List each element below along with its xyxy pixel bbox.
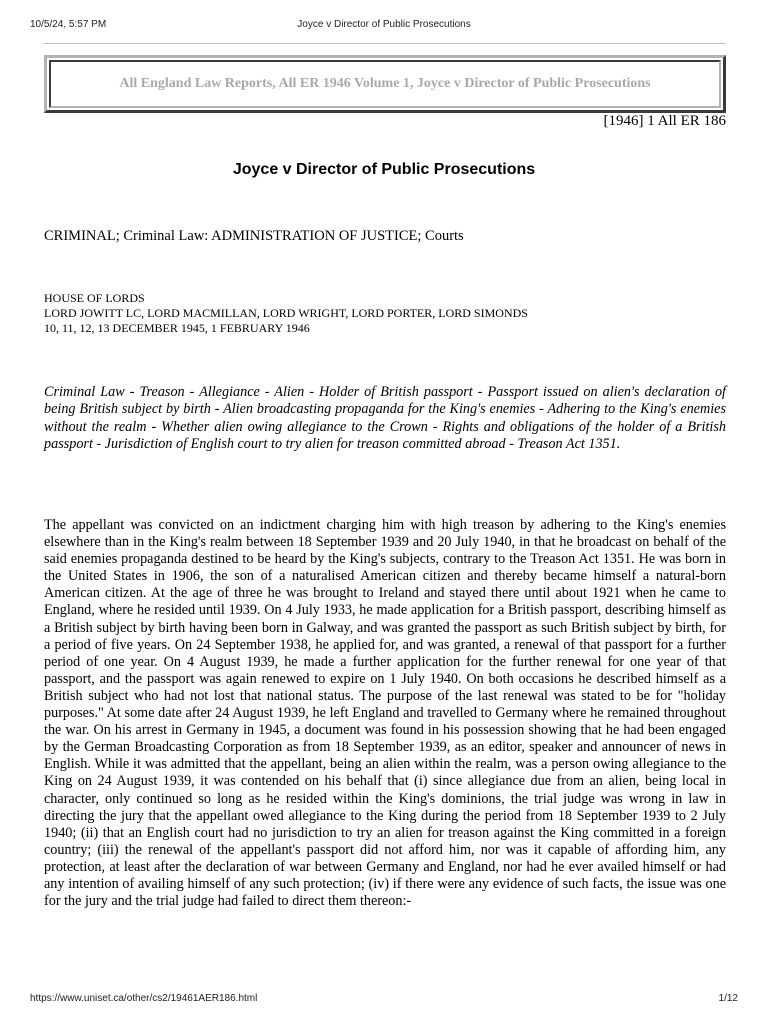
print-footer xyxy=(30,993,738,1007)
case-title: Joyce v Director of Public Prosecutions xyxy=(232,161,536,178)
source-url: https://www.uniset.ca/other/cs2/19461AER186.html xyxy=(30,993,258,1004)
court-name: HOUSE OF LORDS xyxy=(44,291,145,305)
subject-categories: CRIMINAL; Criminal Law: ADMINISTRATION OF JUSTICE; Courts xyxy=(44,228,464,244)
print-header xyxy=(30,19,738,33)
page-number: 1/12 xyxy=(718,993,738,1004)
court-info xyxy=(44,291,528,336)
print-datetime: 10/5/24, 5:57 PM xyxy=(30,19,107,30)
judges-list: LORD JOWITT LC, LORD MACMILLAN, LORD WRIGHT, LORD PORTER, LORD SIMONDS xyxy=(44,306,528,320)
headnote: Criminal Law - Treason - Allegiance - Alien - Holder of British passport - Passport issued on alien's declaration of being British subject by birth - Alien broadcasting propaganda for the King's enemies - Adhering to the King's enemies without the realm - Whether alien owing allegiance to the Crown - Rights and obligations of the holder of a British passport - Jurisdiction of English court to try alien for treason committed abroad - Treason Act 1351. xyxy=(44,384,726,453)
case-summary: The appellant was convicted on an indictment charging him with high treason by adhering to the King's enemies elsewhere than in the King's realm between 18 September 1939 and 20 July 1940, in that he broadcast on behalf of the said enemies propaganda destined to be heard by the King's subjects, contrary to the Treason Act 1351. He was born in the United States in 1906, the son of a naturalised American citizen and thereby became himself a natural-born American citizen. At the age of three he was brought to Ireland and stayed there until about 1921 when he came to England, where he resided until 1939. On 4 July 1933, he made application for a British passport, describing himself as a British subject by birth having been born in Galway, and was granted the passport as such British subject by birth, for a period of five years. On 24 September 1938, he applied for, and was granted, a renewal of that passport for a further period of one year. On 4 August 1939, he made a further application for the further renewal for one year of that passport, and the passport was again renewed to expire on 1 July 1940. On both occasions he described himself as a British subject who had not lost that national status. The purpose of the last renewal was stated to be for "holiday purposes." At some date after 24 August 1939, he left England and travelled to Germany where he remained throughout the war. On his arrest in Germany in 1945, a document was found in his possession showing that he had been engaged by the German Broadcasting Corporation as from 18 September 1939, as an editor, speaker and announcer of news in English. While it was admitted that the appellant, being an alien within the realm, was a person owing allegiance to the King on 24 August 1939, it was contended on his behalf that (i) since allegiance due from an alien, being local in character, only continued so long as he resided within the King's dominions, the trial judge was wrong in law in directing the jury that the appellant owed allegiance to the King during the period from 18 September 1939 to 2 July 1940; (ii) that an English court had no jurisdiction to try an alien for treason against the King committed in a foreign country; (iii) the renewal of the appellant's passport did not afford him, nor was it capable of affording him, any protection, at least after the declaration of war between Germany and England, nor had he ever availed himself or had any intention of availing himself of any such protection; (iv) if there were any evidence of such facts, the issue was one for the jury and the trial judge had failed to direct them thereon:- xyxy=(44,517,726,910)
report-banner xyxy=(44,55,726,113)
case-citation: [1946] 1 All ER 186 xyxy=(603,113,726,129)
report-banner-text: All England Law Reports, All ER 1946 Volume 1, Joyce v Director of Public Prosecutions xyxy=(49,60,721,108)
print-page-title: Joyce v Director of Public Prosecutions xyxy=(297,19,471,30)
header-divider xyxy=(44,43,726,44)
hearing-dates: 10, 11, 12, 13 DECEMBER 1945, 1 FEBRUARY 1946 xyxy=(44,321,310,335)
